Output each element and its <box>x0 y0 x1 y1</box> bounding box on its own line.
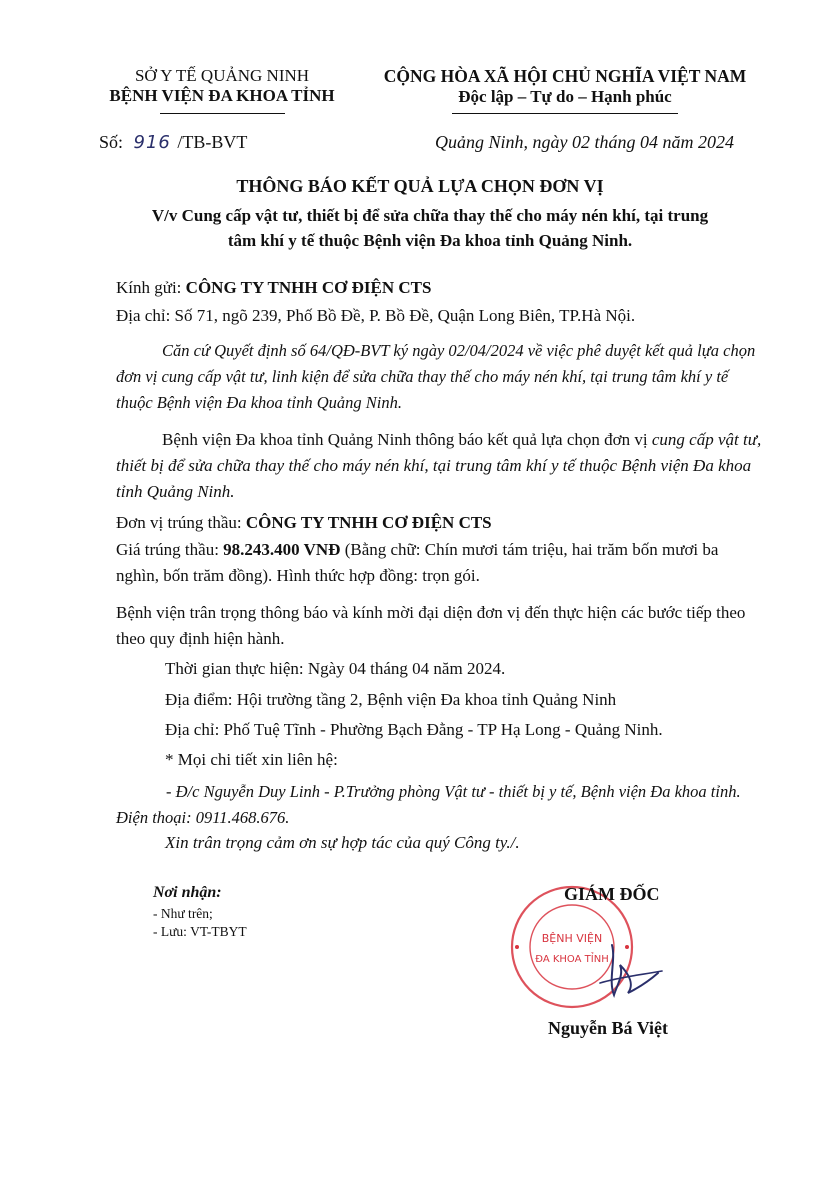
notice-plain: Bệnh viện Đa khoa tỉnh Quảng Ninh thông báo kết quả lựa chọn đơn vị <box>162 430 652 449</box>
price-value: 98.243.400 VNĐ <box>223 540 341 559</box>
header-hospital: BỆNH VIỆN ĐA KHOA TỈNH <box>109 86 335 105</box>
document-subject <box>80 203 780 253</box>
venue-line <box>165 690 616 710</box>
winner-line <box>116 510 764 536</box>
recipient-name: CÔNG TY TNHH CƠ ĐIỆN CTS <box>185 278 432 297</box>
place-date: Quảng Ninh, ngày 02 tháng 04 năm 2024 <box>435 132 734 152</box>
subject-line-1: V/v Cung cấp vật tư, thiết bị để sửa chữa thay thế cho máy nén khí, tại trung <box>151 206 709 225</box>
number-suffix: /TB-BVT <box>177 132 248 152</box>
signature-title: GIÁM ĐỐC <box>564 884 660 904</box>
national-motto: Độc lập – Tự do – Hạnh phúc <box>458 87 672 106</box>
price-label: Giá trúng thầu: <box>116 540 219 559</box>
notice-italic: cung cấp vật tư, thiết bị để sửa chữa thay thế cho máy nén khí, tại trung tâm khí y tế thuộc Bệnh viện Đa khoa tỉnh Quảng Ninh. <box>116 430 762 501</box>
header-left-underline <box>160 113 285 114</box>
stamp-line-1: BỆNH VIỆN <box>541 932 603 945</box>
recipients-item: - Lưu: VT-TBYT <box>153 924 247 939</box>
venue-value: Hội trường tầng 2, Bệnh viện Đa khoa tỉnh Quảng Ninh <box>236 690 617 709</box>
venue-label: Địa điểm: <box>165 690 233 709</box>
contact-detail: - Đ/c Nguyễn Duy Linh - P.Trưởng phòng Vật tư - thiết bị y tế, Bệnh viện Đa khoa tỉnh. Điện thoại: 0911.468.676. <box>116 782 741 827</box>
signer-name: Nguyễn Bá Việt <box>548 1018 669 1038</box>
basis-paragraph: Căn cứ Quyết định số 64/QĐ-BVT ký ngày 02/04/2024 về việc phê duyệt kết quả lựa chọn đơn vị cung cấp vật tư, linh kiện để sửa chữa thay thế cho máy nén khí, tại trung tâm khí y tế thuộc Bệnh viện Đa khoa tỉnh Quảng Ninh. <box>116 341 756 412</box>
winner-name: CÔNG TY TNHH CƠ ĐIỆN CTS <box>245 513 492 532</box>
subject-line-2: tâm khí y tế thuộc Bệnh viện Đa khoa tỉnh Quảng Ninh. <box>227 231 633 250</box>
recipients-heading: Nơi nhận: <box>153 884 222 901</box>
stamp-line-2: ĐA KHOA TỈNH <box>535 954 609 965</box>
recipient-label: Kính gửi: <box>116 278 182 297</box>
national-title: CỘNG HÒA XÃ HỘI CHỦ NGHĨA VIỆT NAM <box>383 66 747 86</box>
header-left <box>72 66 372 106</box>
thanks-line: Xin trân trọng cảm ơn sự hợp tác của quý Công ty./. <box>165 833 520 852</box>
recipients-item: - Như trên; <box>153 906 213 921</box>
header-right-underline <box>452 113 678 114</box>
price-rest: (Bằng chữ: Chín mươi tám triệu, hai trăm bốn mươi ba nghìn, bốn trăm đồng). Hình thức hợp đồng: trọn gói. <box>116 540 719 585</box>
document-number <box>99 132 247 153</box>
number-handwritten: 916 <box>133 132 171 153</box>
contact-heading: * Mọi chi tiết xin liên hệ: <box>165 750 338 769</box>
handwritten-signature-icon <box>590 935 670 1005</box>
winner-label: Đơn vị trúng thầu: <box>116 513 242 532</box>
notice-paragraph <box>116 427 764 505</box>
number-prefix: Số: <box>99 132 124 152</box>
price-paragraph <box>116 537 764 589</box>
recipient-line <box>116 275 764 301</box>
venue-address: Địa chỉ: Phố Tuệ Tĩnh - Phường Bạch Đằng - TP Hạ Long - Quảng Ninh. <box>165 720 663 739</box>
invite-paragraph: Bệnh viện trân trọng thông báo và kính mời đại diện đơn vị đến thực hiện các bước tiếp theo theo quy định hiện hành. <box>116 603 746 648</box>
header-right <box>340 66 790 107</box>
recipient-address: Địa chỉ: Số 71, ngõ 239, Phố Bồ Đề, P. Bồ Đề, Quận Long Biên, TP.Hà Nội. <box>116 306 636 325</box>
recipients-block <box>153 884 247 941</box>
document-title: THÔNG BÁO KẾT QUẢ LỰA CHỌN ĐƠN VỊ <box>236 176 604 196</box>
header-department: SỞ Y TẾ QUẢNG NINH <box>134 66 310 85</box>
time-line: Thời gian thực hiện: Ngày 04 tháng 04 năm 2024. <box>165 659 506 678</box>
